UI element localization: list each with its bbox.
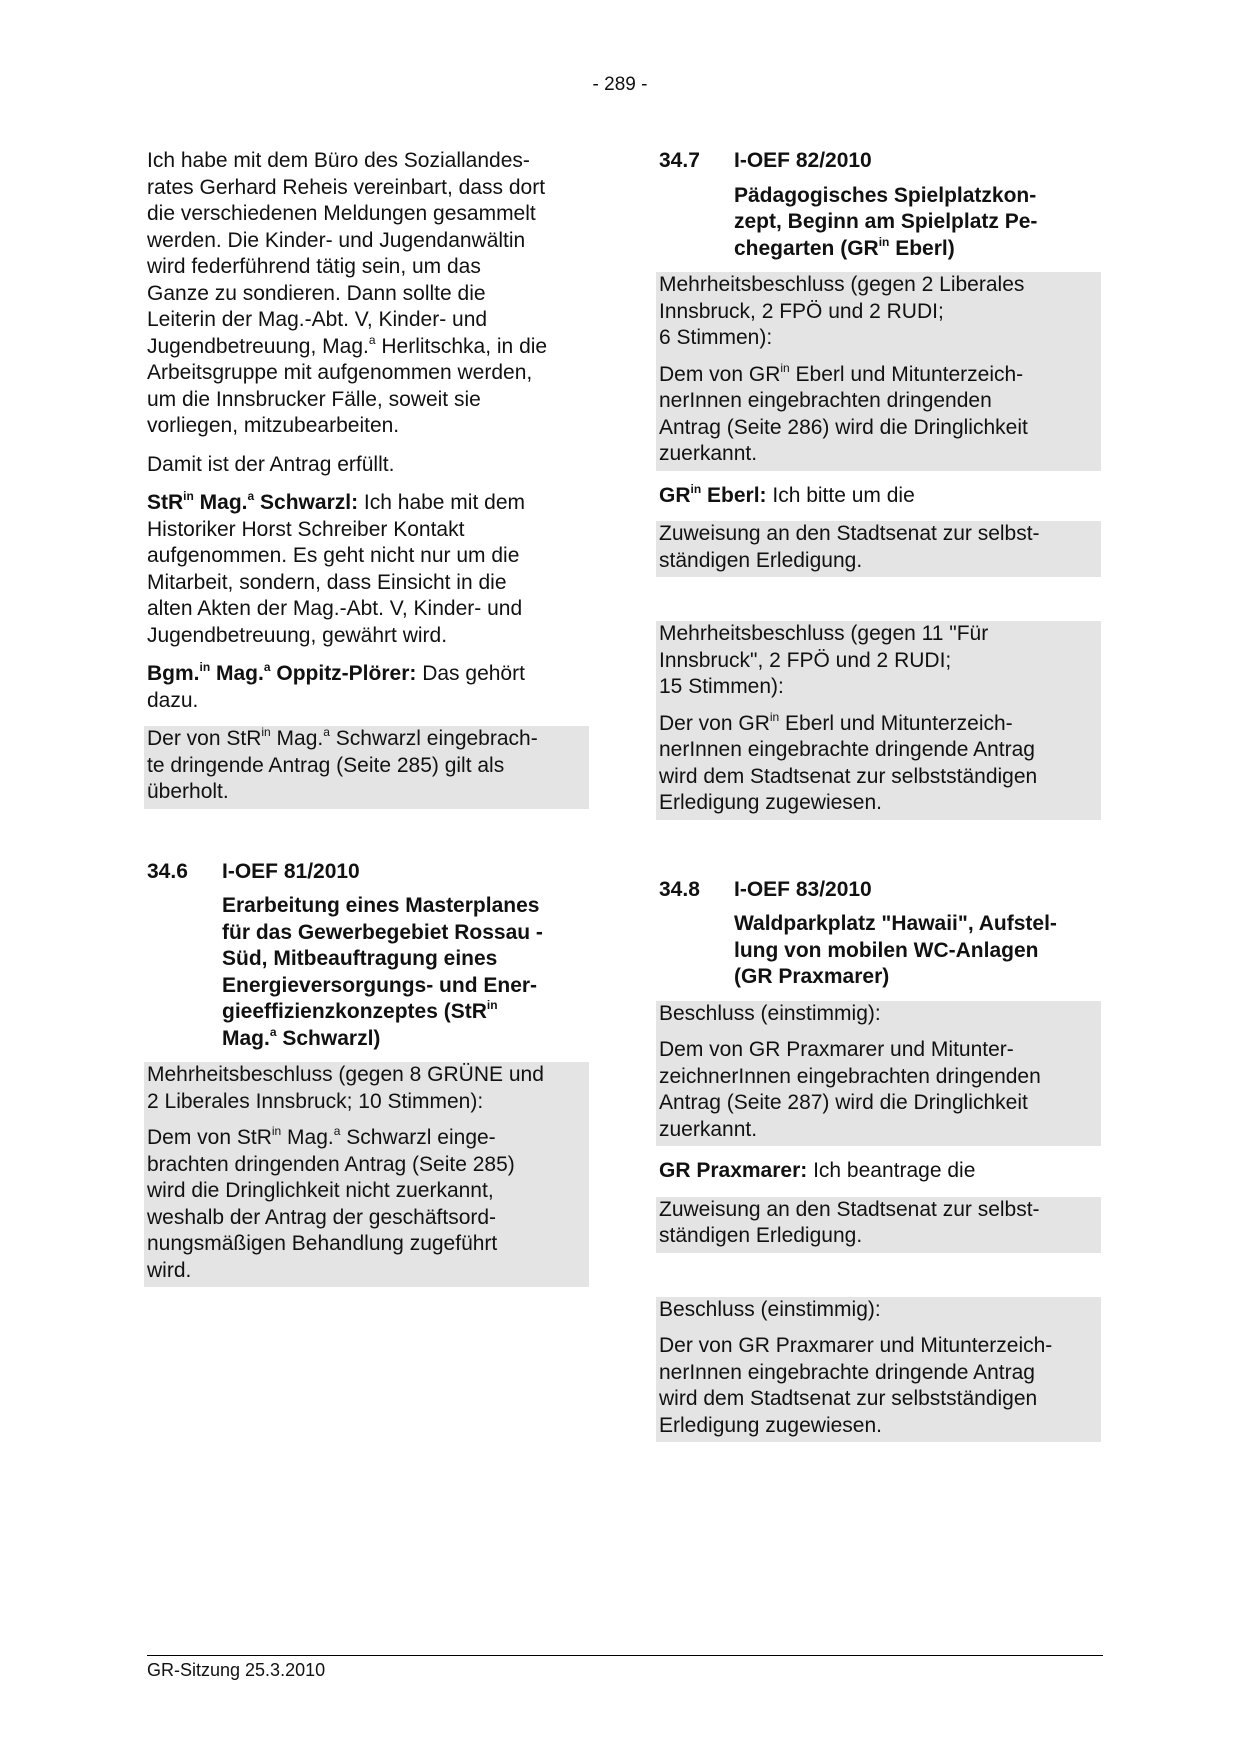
- resolution-text: Mehrheitsbeschluss (gegen 8 GRÜNE und 2 Liberales Innsbruck; 10 Stimmen):: [147, 1063, 544, 1113]
- decision-text: Der von GR Praxmarer und Mitunterzeich- nerInnen eingebrachte dringende Antrag wird dem Stadtsenat zur selbstständigen Erledigung zugewiesen.: [659, 1334, 1053, 1437]
- resolution-text: Beschluss (einstimmig):: [659, 1001, 881, 1025]
- decision-text: Der von $GR^{in}$ Eberl und Mitunterzeich- nerInnen eingebrachte dringende Antrag wird dem Stadtsenat zur selbstständigen Erledigung zugewiesen.: [659, 709, 1038, 814]
- right-column: [659, 148, 1101, 1442]
- section-code: I-OEF 81/2010: [222, 859, 360, 883]
- speaker-praxmarer-paragraph: GR Praxmarer: Ich beantrage die: [659, 1159, 976, 1182]
- section-34-8-final-resolution-box: [656, 1297, 1101, 1443]
- section-34-7-final-resolution-box: [656, 621, 1101, 820]
- section-number: 34.8: [659, 877, 700, 901]
- intro-paragraph: Ich habe mit dem Büro des Soziallandes- rates Gerhard Reheis vereinbart, dass dort die verschiedenen Meldungen gesammelt werden. Die Kinder- und Jugendanwältin wird federführend tätig sein, um das Ganze zu sondieren. Dann sollte die Leiterin der Mag.-Abt. V, Kinder- und Jugendbetreuung, Mag.$^a$ Herlitschka, in die Arbeitsgruppe mit aufgenommen werden, um die Innsbrucker Fälle, soweit sie vorliegen, mitzubearbeiten.: [147, 149, 548, 437]
- section-code: I-OEF 82/2010: [734, 149, 872, 172]
- section-code: I-OEF 83/2010: [734, 877, 872, 901]
- section-34-6-title: Erarbeitung eines Masterplanes für das Gewerbegebiet Rossau - Süd, Mitbeauftragung eines Energieversorgungs- und Ener- gieeffizienzkonzeptes (StR$^{in}$ Mag.$^a$ Schwarzl): [222, 894, 543, 1050]
- overruled-box: Der von StR$^{in}$ Mag.$^a$ Schwarzl eingebrach- te dringende Antrag (Seite 285) gilt als überholt.: [144, 726, 589, 809]
- decision-text: Dem von GR Praxmarer und Mitunter- zeichnerInnen eingebrachten dringenden Antrag (Seite 287) wird die Dringlichkeit zuerkannt.: [659, 1038, 1041, 1141]
- speaker-schwarzl-paragraph: StR$^{in}$ Mag.$^a$ Schwarzl: Ich habe mit dem Historiker Horst Schreiber Kontakt aufgenommen. Es geht nicht nur um die Mitarbeit, sondern, dass Einsicht in die alten Akten der Mag.-Abt. V, Kinder- und Jugendbetreuung, gewährt wird.: [147, 489, 525, 647]
- speaker-name: $GR^{in}$ Eberl:: [659, 481, 767, 507]
- assignment-box: Zuweisung an den Stadtsenat zur selbst- ständigen Erledigung.: [656, 1197, 1101, 1253]
- section-34-8-resolution-box: [656, 1001, 1101, 1147]
- section-34-7-title: Pädagogisches Spielplatzkon- zept, Beginn am Spielplatz Pe- chegarten ($GR^{in}$ Eberl): [734, 183, 1038, 260]
- page-number: - 289 -: [592, 74, 648, 95]
- resolution-text: Beschluss (einstimmig):: [659, 1297, 881, 1321]
- section-34-7-resolution-box: [656, 272, 1101, 471]
- decision-text: Dem von $GR^{in}$ Eberl und Mitunterzeich- nerInnen eingebrachten dringenden Antrag (Seite 286) wird die Dringlichkeit zuerkannt.: [659, 360, 1028, 465]
- section-number: 34.6: [147, 859, 188, 883]
- resolution-text: Mehrheitsbeschluss (gegen 2 Liberales Innsbruck, 2 FPÖ und 2 RUDI; 6 Stimmen):: [659, 273, 1025, 349]
- resolution-text: Mehrheitsbeschluss (gegen 11 "Für Innsbruck", 2 FPÖ und 2 RUDI; 15 Stimmen):: [659, 622, 989, 698]
- assignment-box: Zuweisung an den Stadtsenat zur selbst- ständigen Erledigung.: [656, 521, 1101, 577]
- footer-divider: [147, 1655, 1103, 1656]
- speaker-oppitz-ploerer-paragraph: Bgm.$^{in}$ Mag.$^a$ Oppitz-Plörer: Das gehört dazu.: [147, 660, 525, 712]
- section-34-7-heading: [659, 148, 1101, 175]
- speaker-eberl-paragraph: $GR^{in}$ Eberl: Ich bitte um die: [659, 481, 915, 507]
- decision-text: Dem von StR$^{in}$ Mag.$^a$ Schwarzl einge- brachten dringenden Antrag (Seite 285) wird die Dringlichkeit nicht zuerkannt, weshalb der Antrag der geschäftsord- nungsmäßigen Behandlung zugeführt wird.: [147, 1124, 515, 1282]
- footer-session-label: GR-Sitzung 25.3.2010: [147, 1660, 326, 1680]
- speaker-name: Bgm.$^{in}$ Mag.$^a$ Oppitz-Plörer:: [147, 660, 417, 685]
- section-34-8-title: Waldparkplatz "Hawaii", Aufstel- lung von mobilen WC-Anlagen (GR Praxmarer): [734, 912, 1057, 988]
- section-number: 34.7: [659, 149, 700, 172]
- fulfilled-statement: Damit ist der Antrag erfüllt.: [147, 452, 395, 476]
- section-34-6-resolution-box: [144, 1062, 589, 1287]
- speaker-name: GR Praxmarer:: [659, 1159, 808, 1182]
- left-column: [147, 148, 589, 1287]
- section-34-8-heading: [659, 877, 1101, 904]
- speaker-name: StR$^{in}$ Mag.$^a$ Schwarzl:: [147, 489, 359, 514]
- section-34-6-heading: [147, 859, 589, 886]
